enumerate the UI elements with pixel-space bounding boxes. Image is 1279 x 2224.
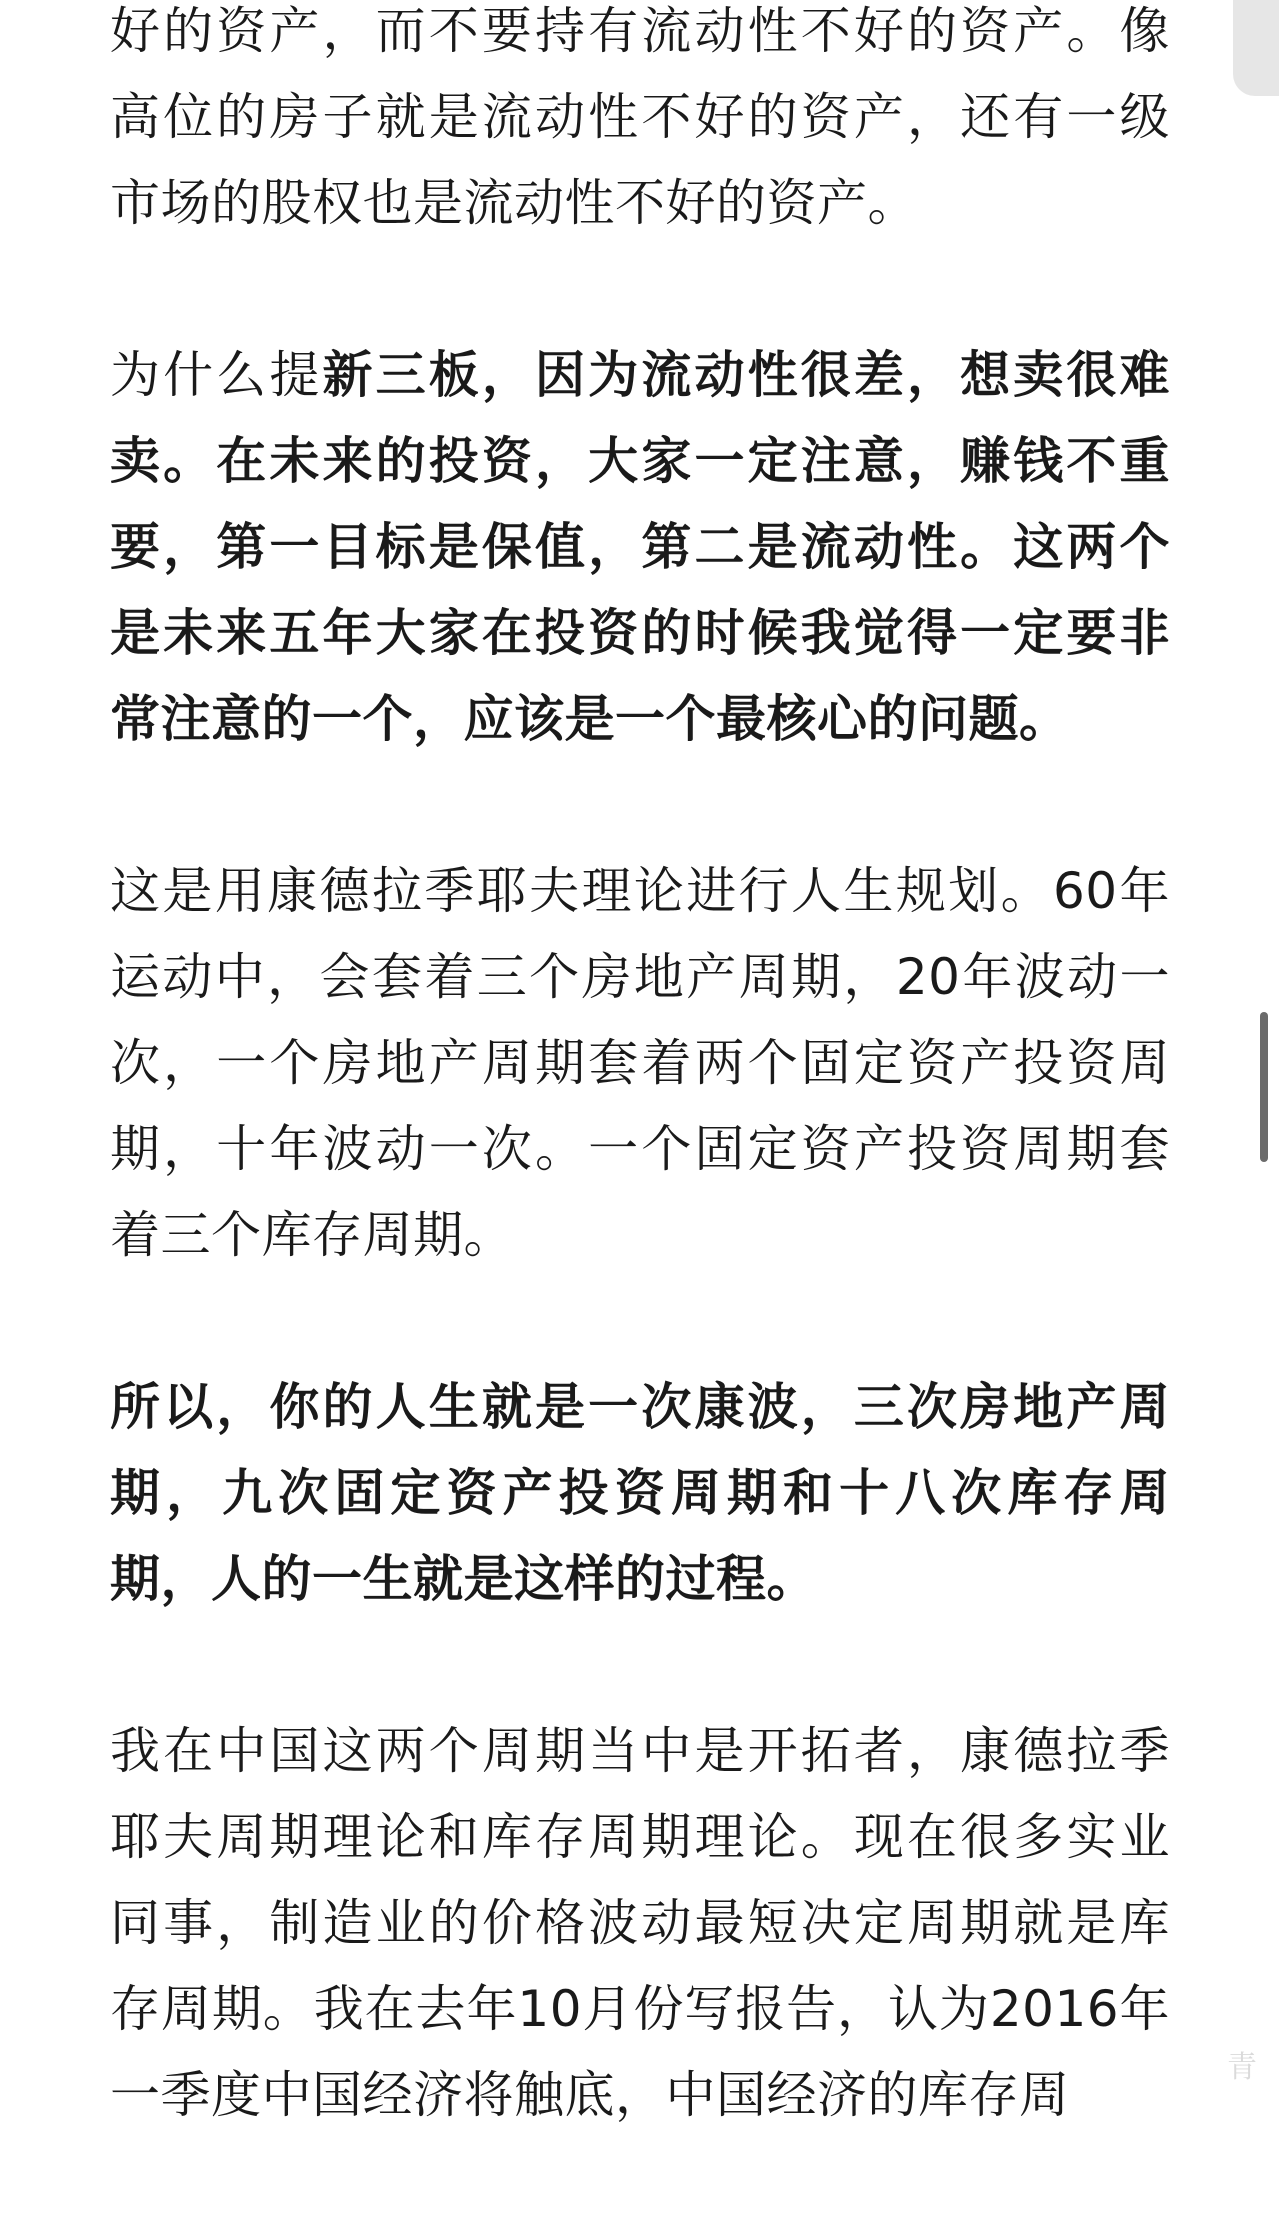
paragraph-life-cycles: 所以，你的人生就是一次康波，三次房地产周期，九次固定资产投资周期和十八次库存周期，人的一生就是这样的过程。 [110, 1378, 1170, 1608]
paragraph-pioneer: 我在中国这两个周期当中是开拓者，康德拉季耶夫周期理论和库存周期理论。现在很多实业同事，制造业的价格波动最短决定周期就是库存周期。我在去年10月份写报告，认为2016年一季度中国经济将触底，中国经济的库存周 [110, 1722, 1170, 2124]
scrollbar-thumb[interactable] [1260, 1012, 1268, 1162]
paragraph-liquidity: 好的资产，而不要持有流动性不好的资产。像高位的房子就是流动性不好的资产，还有一级市场的股权也是流动性不好的资产。 [110, 2, 1170, 232]
paragraph-lead-text: 为什么提 [110, 346, 323, 404]
watermark-text: 青 [1227, 2050, 1257, 2085]
paragraph-new-third-board [110, 332, 1170, 762]
paragraph-bold-text: 新三板，因为流动性很差，想卖很难卖。在未来的投资，大家一定注意，赚钱不重要，第一目标是保值，第二是流动性。这两个是未来五年大家在投资的时候我觉得一定要非常注意的一个，应该是一个最核心的问题。 [110, 346, 1171, 748]
scroll-to-top-button[interactable] [1233, 0, 1279, 96]
paragraph-kondratiev-planning: 这是用康德拉季耶夫理论进行人生规划。60年运动中，会套着三个房地产周期，20年波动一次，一个房地产周期套着两个固定资产投资周期，十年波动一次。一个固定资产投资周期套着三个库存周期。 [110, 862, 1170, 1264]
article-body [110, 0, 1170, 2224]
